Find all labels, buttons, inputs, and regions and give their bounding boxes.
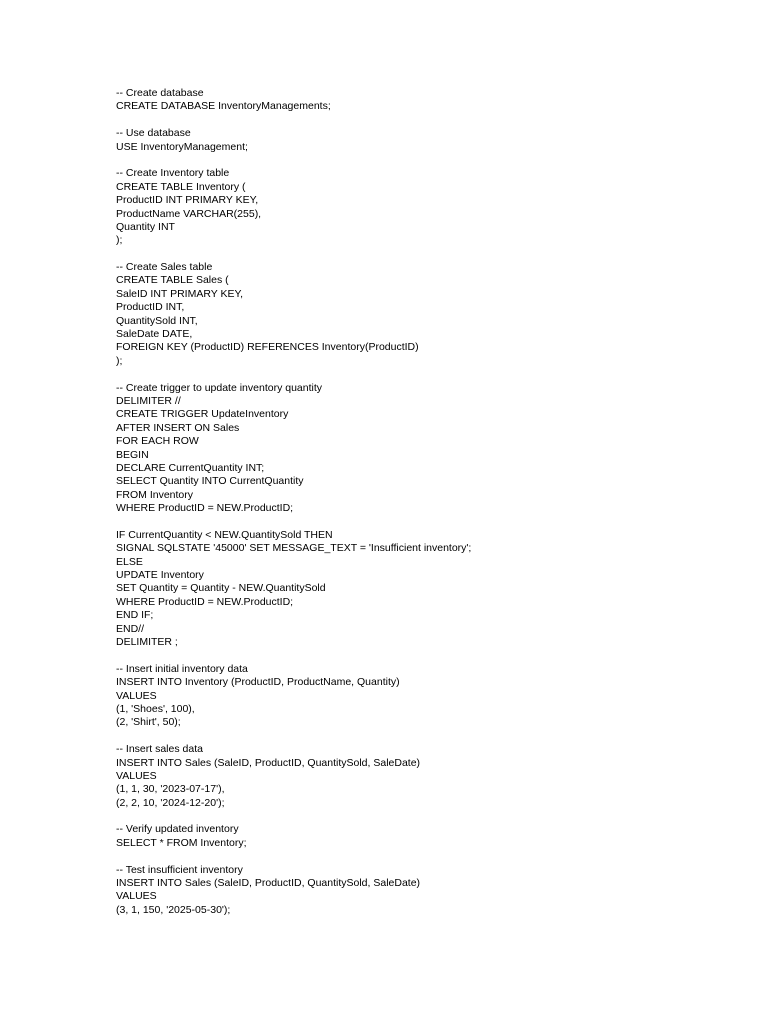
code-line: ProductID INT,: [116, 301, 185, 314]
code-line: INSERT INTO Inventory (ProductID, ProductName, Quantity): [116, 676, 400, 689]
code-line: WHERE ProductID = NEW.ProductID;: [116, 595, 294, 608]
code-line: VALUES: [116, 769, 157, 782]
code-line: IF CurrentQuantity < NEW.QuantitySold THEN: [116, 528, 333, 541]
blank-line: [116, 810, 736, 823]
sql-script-body: [116, 87, 736, 917]
code-line: CREATE TABLE Inventory (: [116, 180, 246, 193]
code-line: FROM Inventory: [116, 488, 194, 501]
code-line: QuantitySold INT,: [116, 314, 198, 327]
code-line: (2, 2, 10, '2024-12-20');: [116, 796, 225, 809]
comment-line: -- Create database: [116, 87, 204, 99]
code-line: DELIMITER //: [116, 394, 181, 407]
code-line: END//: [116, 622, 145, 635]
blank-line: [116, 248, 736, 261]
comment-line: -- Insert sales data: [116, 743, 203, 756]
code-line: DELIMITER ;: [116, 636, 178, 649]
comment-line: -- Test insufficient inventory: [116, 863, 243, 876]
code-line: ProductName VARCHAR(255),: [116, 207, 262, 220]
code-line: ProductID INT PRIMARY KEY,: [116, 194, 259, 207]
blank-line: [116, 154, 736, 167]
code-line: FOREIGN KEY (ProductID) REFERENCES Inventory(ProductID): [116, 341, 419, 354]
code-line: SaleID INT PRIMARY KEY,: [116, 287, 244, 300]
comment-line: -- Create Inventory table: [116, 167, 230, 180]
code-line: USE InventoryManagement;: [116, 140, 248, 153]
code-line: SELECT Quantity INTO CurrentQuantity: [116, 475, 304, 488]
comment-line: -- Create trigger to update inventory quantity: [116, 381, 323, 394]
code-line: BEGIN: [116, 448, 149, 461]
code-line: SaleDate DATE,: [116, 328, 193, 341]
code-line: SIGNAL SQLSTATE '45000' SET MESSAGE_TEXT = 'Insufficient inventory';: [116, 542, 472, 555]
comment-line: -- Verify updated inventory: [116, 823, 239, 836]
code-line: AFTER INSERT ON Sales: [116, 421, 240, 434]
code-line: VALUES: [116, 689, 157, 702]
code-line: (3, 1, 150, '2025-05-30');: [116, 903, 231, 916]
blank-line: [116, 649, 736, 662]
code-line: (1, 1, 30, '2023-07-17'),: [116, 783, 225, 796]
blank-line: [116, 516, 736, 529]
code-line: CREATE DATABASE InventoryManagements;: [116, 100, 331, 113]
code-line: INSERT INTO Sales (SaleID, ProductID, QuantitySold, SaleDate): [116, 877, 421, 890]
code-line: (2, 'Shirt', 50);: [116, 716, 181, 729]
blank-line: [116, 730, 736, 743]
code-line: INSERT INTO Sales (SaleID, ProductID, QuantitySold, SaleDate): [116, 756, 421, 769]
code-line: ELSE: [116, 555, 143, 568]
code-line: SET Quantity = Quantity - NEW.QuantitySold: [116, 582, 326, 595]
blank-line: [116, 368, 736, 381]
code-line: CREATE TABLE Sales (: [116, 274, 229, 287]
blank-line: [116, 850, 736, 863]
code-line: WHERE ProductID = NEW.ProductID;: [116, 502, 294, 515]
code-line: FOR EACH ROW: [116, 435, 199, 448]
code-line: VALUES: [116, 890, 157, 903]
code-line: UPDATE Inventory: [116, 569, 204, 582]
comment-line: -- Insert initial inventory data: [116, 662, 248, 675]
code-line: END IF;: [116, 609, 154, 622]
code-line: );: [116, 354, 123, 367]
code-line: CREATE TRIGGER UpdateInventory: [116, 408, 289, 421]
blank-line: [116, 114, 736, 127]
code-line: SELECT * FROM Inventory;: [116, 836, 247, 849]
comment-line: -- Use database: [116, 127, 191, 140]
code-line: DECLARE CurrentQuantity INT;: [116, 461, 265, 474]
code-line: (1, 'Shoes', 100),: [116, 702, 195, 715]
code-line: Quantity INT: [116, 220, 175, 233]
code-line: );: [116, 234, 123, 247]
comment-line: -- Create Sales table: [116, 261, 213, 274]
